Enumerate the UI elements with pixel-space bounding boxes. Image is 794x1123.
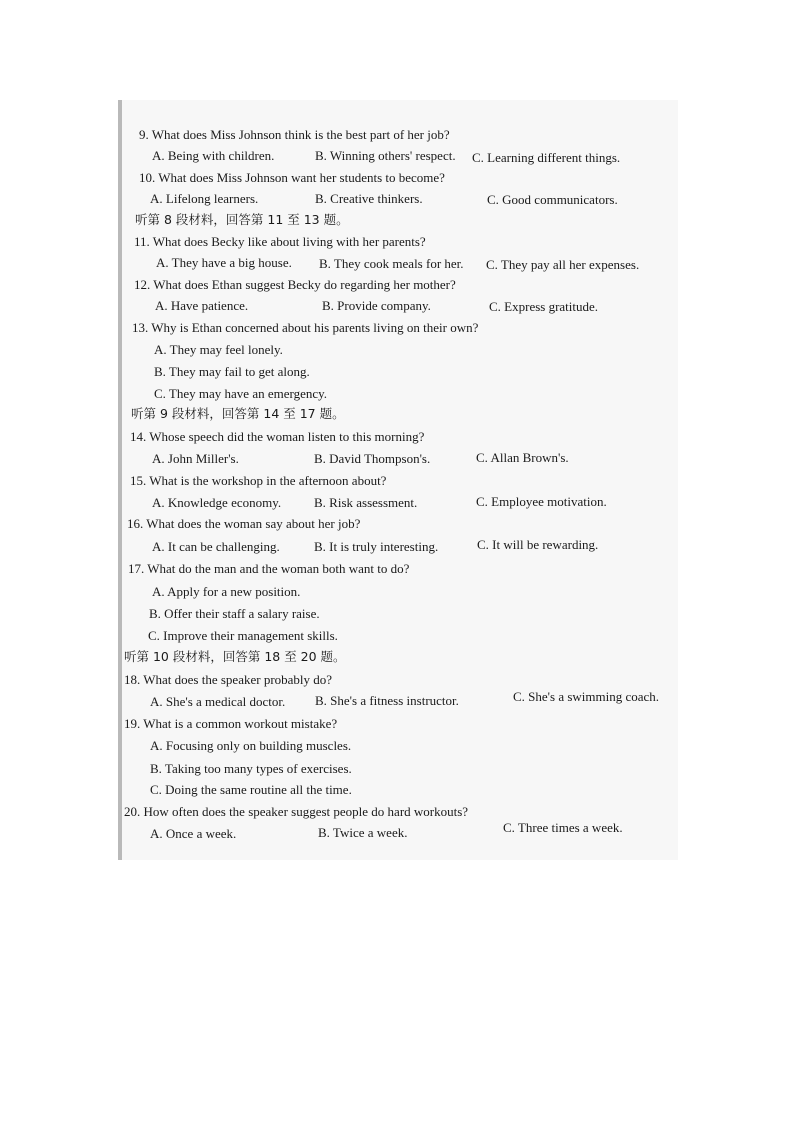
question-10-stem: 10. What does Miss Johnson want her students to become? — [139, 170, 445, 185]
question-15-option-b: B. Risk assessment. — [314, 495, 418, 510]
question-11-option-b: B. They cook meals for her. — [319, 256, 464, 271]
question-10-option-b: B. Creative thinkers. — [315, 191, 423, 206]
question-11-option-a: A. They have a big house. — [156, 255, 292, 270]
question-11-option-c: C. They pay all her expenses. — [486, 257, 640, 272]
question-20-option-c: C. Three times a week. — [503, 820, 623, 835]
question-17-option-a: A. Apply for a new position. — [152, 584, 301, 599]
question-12-option-b: B. Provide company. — [322, 298, 431, 313]
question-14-option-a: A. John Miller's. — [152, 451, 239, 466]
question-10-option-c: C. Good communicators. — [487, 192, 618, 207]
question-17-option-b: B. Offer their staff a salary raise. — [149, 606, 320, 621]
question-9-option-c: C. Learning different things. — [472, 150, 621, 165]
question-10-option-a: A. Lifelong learners. — [150, 191, 259, 206]
question-18-option-a: A. She's a medical doctor. — [150, 694, 286, 709]
question-19-option-a: A. Focusing only on building muscles. — [150, 738, 352, 753]
question-9-option-b: B. Winning others' respect. — [315, 148, 456, 163]
question-16-stem: 16. What does the woman say about her job? — [127, 516, 361, 531]
question-18-stem: 18. What does the speaker probably do? — [124, 672, 333, 687]
question-15-option-c: C. Employee motivation. — [476, 494, 607, 509]
question-14-option-c: C. Allan Brown's. — [476, 450, 569, 465]
question-19-stem: 19. What is a common workout mistake? — [124, 716, 338, 731]
question-13-option-a: A. They may feel lonely. — [154, 342, 283, 357]
question-13-option-c: C. They may have an emergency. — [154, 386, 328, 401]
question-14-option-b: B. David Thompson's. — [314, 451, 431, 466]
scan-left-edge — [118, 100, 122, 860]
question-20-stem: 20. How often does the speaker suggest people do hard workouts? — [124, 804, 469, 819]
section-10-instruction: 听第 10 段材料，回答第 18 至 20 题。 — [124, 649, 346, 664]
question-17-stem: 17. What do the man and the woman both want to do? — [128, 561, 410, 576]
question-12-stem: 12. What does Ethan suggest Becky do regarding her mother? — [134, 277, 456, 292]
question-9-option-a: A. Being with children. — [152, 148, 275, 163]
question-12-option-a: A. Have patience. — [155, 298, 249, 313]
section-8-instruction: 听第 8 段材料，回答第 11 至 13 题。 — [135, 212, 349, 227]
question-16-option-c: C. It will be rewarding. — [477, 537, 599, 552]
question-19-option-c: C. Doing the same routine all the time. — [150, 782, 352, 797]
question-18-option-b: B. She's a fitness instructor. — [315, 693, 459, 708]
question-16-option-a: A. It can be challenging. — [152, 539, 280, 554]
question-16-option-b: B. It is truly interesting. — [314, 539, 439, 554]
question-14-stem: 14. Whose speech did the woman listen to this morning? — [130, 429, 425, 444]
question-13-option-b: B. They may fail to get along. — [154, 364, 310, 379]
question-17-option-c: C. Improve their management skills. — [148, 628, 338, 643]
question-11-stem: 11. What does Becky like about living with her parents? — [134, 234, 426, 249]
question-18-option-c: C. She's a swimming coach. — [513, 689, 660, 704]
question-9-stem: 9. What does Miss Johnson think is the best part of her job? — [139, 127, 450, 142]
question-12-option-c: C. Express gratitude. — [489, 299, 599, 314]
question-20-option-b: B. Twice a week. — [318, 825, 408, 840]
question-15-option-a: A. Knowledge economy. — [152, 495, 282, 510]
question-13-stem: 13. Why is Ethan concerned about his parents living on their own? — [132, 320, 479, 335]
question-19-option-b: B. Taking too many types of exercises. — [150, 761, 352, 776]
section-9-instruction: 听第 9 段材料，回答第 14 至 17 题。 — [131, 406, 345, 421]
question-20-option-a: A. Once a week. — [150, 826, 237, 841]
question-15-stem: 15. What is the workshop in the afternoon about? — [130, 473, 387, 488]
